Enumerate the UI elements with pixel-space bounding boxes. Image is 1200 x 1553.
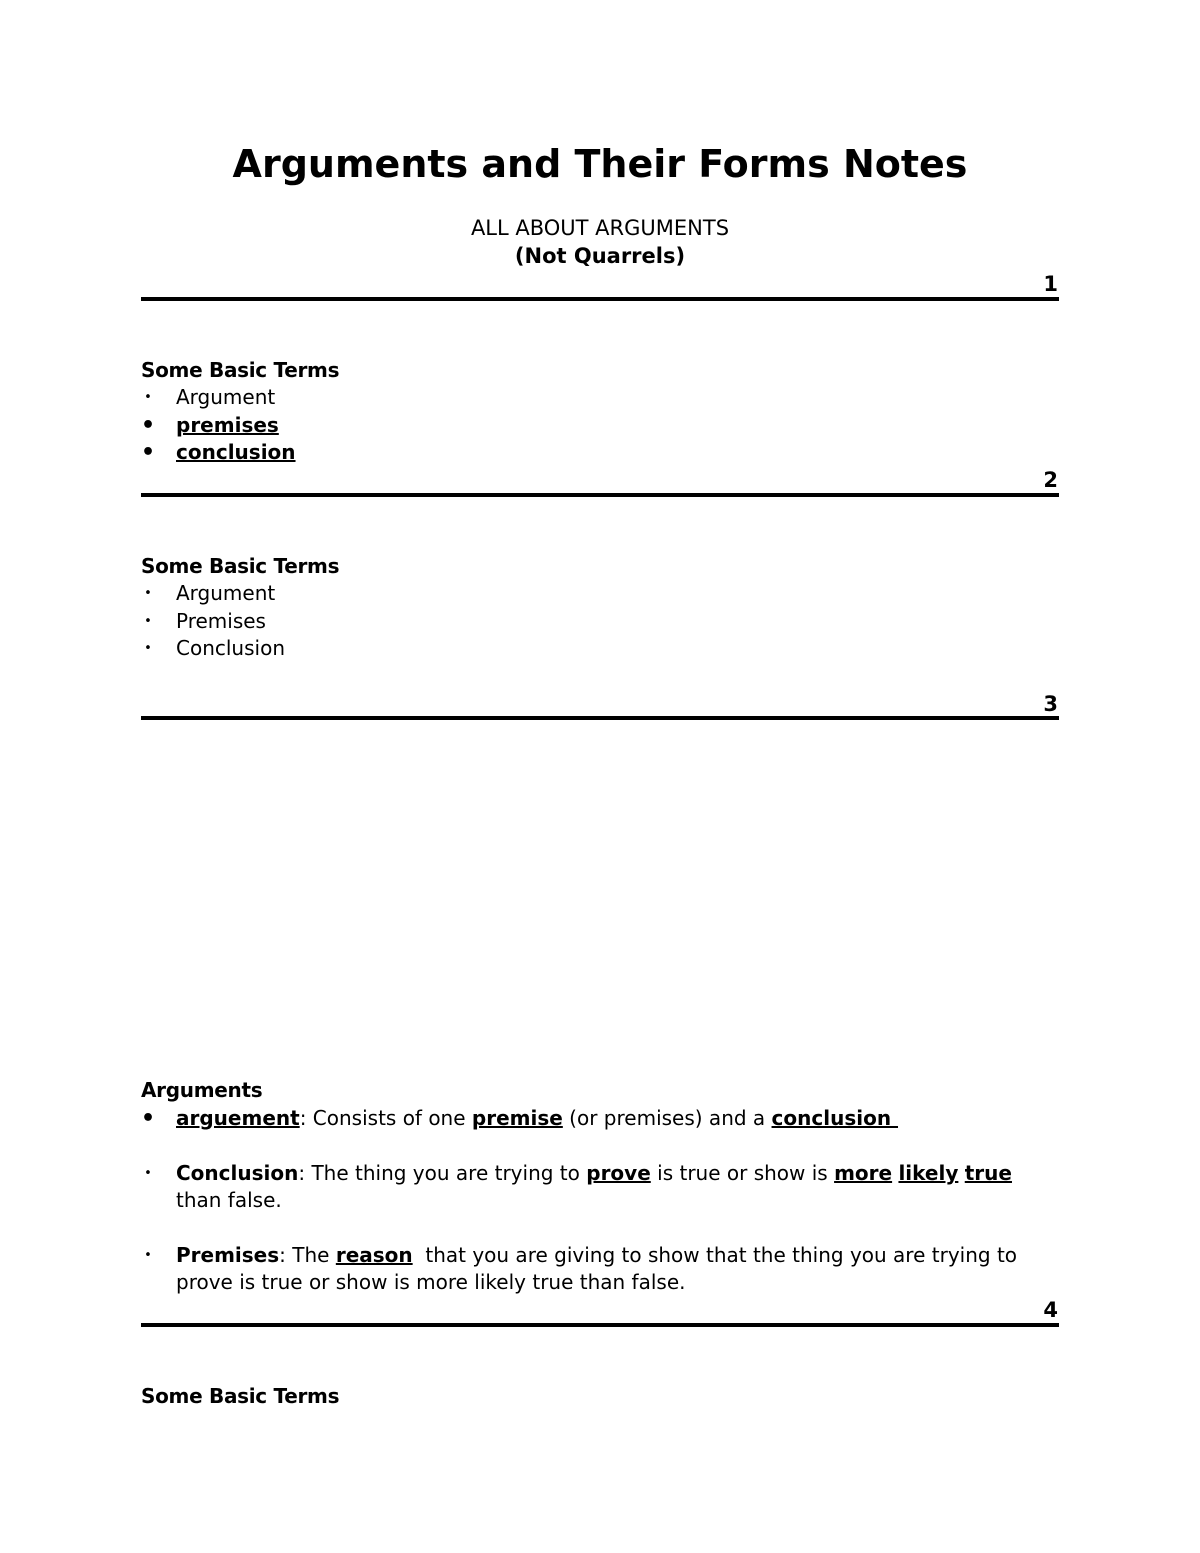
keyword-conclusion: conclusion [771,1106,899,1130]
definition-text: than false. [176,1188,282,1212]
definition-text: Consists of one [306,1106,472,1130]
list-item-text [176,1105,1071,1132]
colon: : [299,1106,307,1130]
list-item [141,439,1071,466]
list-item-text: Conclusion [176,636,285,660]
document-subtitle-parenthetical: (Not Quarrels) [514,244,686,268]
bullet-icon: • [144,641,152,656]
list-item [141,1160,1071,1214]
document-subtitle: ALL ABOUT ARGUMENTS [470,216,730,240]
list-item-text [176,1242,1056,1296]
list-item-text: Argument [176,581,276,605]
bullet-icon: • [144,1248,152,1263]
bullet-icon: • [144,586,152,601]
keyword-likely: likely [898,1161,959,1185]
slide-divider-2 [141,493,1059,497]
list-item-text: conclusion [176,440,296,464]
list-item-text: Argument [176,385,276,409]
list-item [141,1242,1071,1296]
list-item [141,384,1071,411]
section-heading-arguments: Arguments [141,1078,263,1102]
bullet-icon: • [144,390,152,405]
list-item-text: Premises [176,609,266,633]
bullet-icon: • [141,440,156,465]
bullet-icon: • [144,614,152,629]
list-item-text: premises [176,413,279,437]
list-item [141,608,1071,635]
keyword-reason: reason [335,1243,413,1267]
section-heading-basic-terms: Some Basic Terms [141,1384,340,1408]
slide-divider-1 [141,297,1059,301]
colon: : [279,1243,286,1267]
keyword-premise: premise [471,1106,563,1130]
slide-divider-3 [141,716,1059,720]
term-argument: arguement [176,1106,300,1130]
slide-number-2: 2 [1043,468,1058,492]
definition-text: (or premises) and a [562,1106,772,1130]
colon: : [298,1161,306,1185]
list-item [141,412,1071,439]
definition-text: is true or show is [650,1161,835,1185]
list-item [141,580,1071,607]
slide-number-3: 3 [1043,692,1058,716]
bullet-icon: • [144,1166,152,1181]
term-premises: Premises [176,1243,280,1267]
definition-text: that you are giving to show that the thing you are trying to prove is true or show is more likely true than false. [176,1243,1024,1294]
slide-number-4: 4 [1043,1298,1058,1322]
list-item [141,1105,1071,1132]
bullet-icon: • [141,413,156,438]
document-title: Arguments and Their Forms Notes [232,142,968,186]
slide-divider-4 [141,1323,1059,1327]
bullet-icon: • [141,1106,156,1131]
definition-text: The [285,1243,336,1267]
slide-number-1: 1 [1043,272,1058,296]
keyword-more: more [834,1161,893,1185]
definition-text: The thing you are trying to [305,1161,587,1185]
section-heading-basic-terms: Some Basic Terms [141,358,340,382]
list-item-text [176,1160,1071,1214]
keyword-prove: prove [586,1161,651,1185]
section-heading-basic-terms: Some Basic Terms [141,554,340,578]
term-conclusion: Conclusion [176,1161,299,1185]
list-item [141,635,1071,662]
keyword-true: true [964,1161,1012,1185]
